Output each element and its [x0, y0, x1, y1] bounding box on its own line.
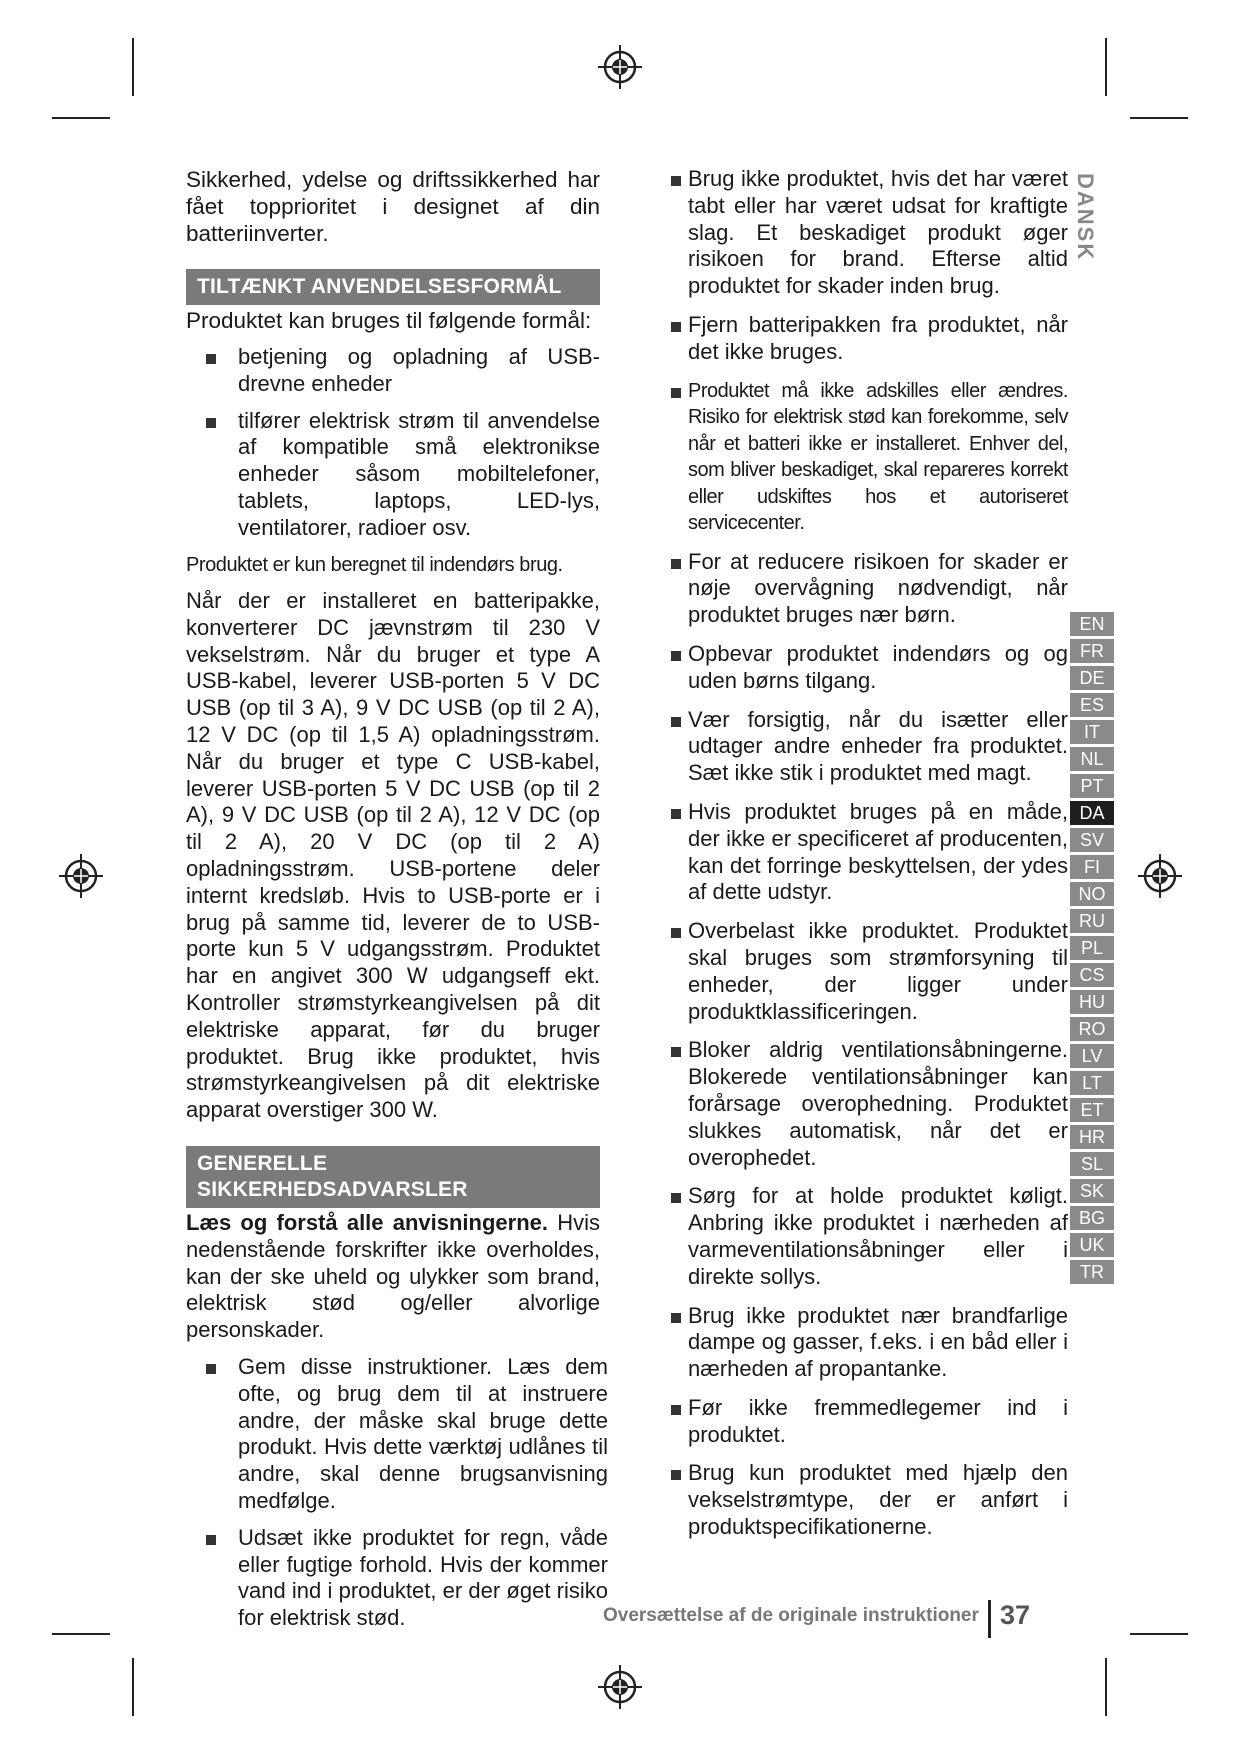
list-item: Gem disse instruktioner. Læs dem ofte, og brug dem til at instruere andre, der måske skal bruge dette produkt. Hvis dette værktøj udlånes til andre, skal denne brugsanvisning medfølge.	[186, 1354, 608, 1515]
indoor-note: Produktet er kun beregnet til indendørs brug.	[186, 553, 563, 576]
language-tab-tr: TR	[1070, 1260, 1114, 1284]
bullet-square-icon	[206, 1364, 216, 1374]
language-tab-fr: FR	[1070, 639, 1114, 663]
safety-intro: Læs og forstå alle anvisningerne. Hvis nedenstående forskrifter ikke overholdes, kan der ske uheld og ulykker som brand, elektrisk stød og/eller alvorlige personskader.	[186, 1210, 600, 1343]
bullet-square-icon	[671, 559, 681, 569]
bullet-square-icon	[671, 651, 681, 661]
bullet-square-icon	[671, 928, 681, 938]
footer-divider	[988, 1600, 991, 1638]
bullet-square-icon	[671, 809, 681, 819]
list-item: Før ikke fremmedlegemer ind i produktet.	[688, 1395, 1068, 1449]
bullet-square-icon	[206, 354, 216, 364]
list-item: Opbevar produktet indendørs og og uden børns tilgang.	[688, 641, 1068, 695]
bullet-square-icon	[671, 176, 681, 186]
list-item: Vær forsigtig, når du isætter eller udtager andre enheder fra produktet. Sæt ikke stik i produktet med magt.	[688, 707, 1068, 787]
language-tab-sl: SL	[1070, 1152, 1114, 1176]
language-tab-hr: HR	[1070, 1125, 1114, 1149]
list-item: betjening og opladning af USB-drevne enheder	[186, 344, 600, 398]
registration-mark-icon	[1137, 853, 1183, 899]
language-tab-lt: LT	[1070, 1071, 1114, 1095]
list-item: Produktet må ikke adskilles eller ændres. Risiko for elektrisk stød kan forekomme, selv når et batteri ikke er installeret. Enhver del, som bliver beskadiget, skal repareres korrekt eller udskiftes hos et autoriseret servicecenter.	[688, 378, 1068, 537]
language-tab-es: ES	[1070, 693, 1114, 717]
crop-mark	[52, 1633, 110, 1635]
list-item: Sørg for at holde produktet køligt. Anbring ikke produktet i nærheden af varmeventilationsåbninger eller i direkte sollys.	[688, 1183, 1068, 1290]
section-lead: Produktet kan bruges til følgende formål:	[186, 308, 592, 333]
language-tab-en: EN	[1070, 612, 1114, 636]
bullet-square-icon	[671, 322, 681, 332]
section-heading-safety-warnings: GENERELLE SIKKERHEDSADVARSLER	[186, 1146, 600, 1208]
language-tab-lv: LV	[1070, 1044, 1114, 1068]
list-item: Fjern batteripakken fra produktet, når det ikke bruges.	[688, 312, 1068, 366]
list-item: For at reducere risikoen for skader er nøje overvågning nødvendigt, når produktet bruges nær børn.	[688, 549, 1068, 629]
registration-mark-icon	[58, 853, 104, 899]
crop-mark	[52, 117, 110, 119]
language-tab-cs: CS	[1070, 963, 1114, 987]
crop-mark	[132, 1658, 134, 1716]
language-index	[1070, 612, 1114, 1287]
language-tab-it: IT	[1070, 720, 1114, 744]
list-item: Bloker aldrig ventilationsåbningerne. Blokerede ventilationsåbninger kan forårsage overophedning. Produktet slukkes automatisk, når det er overophedet.	[688, 1037, 1068, 1171]
language-tab-fi: FI	[1070, 855, 1114, 879]
list-item: Overbelast ikke produktet. Produktet skal bruges som strømforsyning til enheder, der ligger under produktklassificeringen.	[688, 918, 1068, 1025]
language-tab-no: NO	[1070, 882, 1114, 906]
language-tab-hu: HU	[1070, 990, 1114, 1014]
bullet-square-icon	[671, 1470, 681, 1480]
bullet-square-icon	[671, 1405, 681, 1415]
crop-mark	[1105, 38, 1107, 96]
registration-mark-icon	[597, 44, 643, 90]
language-tab-sk: SK	[1070, 1179, 1114, 1203]
bullet-square-icon	[671, 1193, 681, 1203]
crop-mark	[1130, 117, 1188, 119]
bullet-square-icon	[671, 1047, 681, 1057]
left-column	[186, 166, 608, 1632]
language-tab-da: DA	[1070, 801, 1114, 825]
bullet-square-icon	[206, 418, 216, 428]
language-tab-et: ET	[1070, 1098, 1114, 1122]
language-tab-de: DE	[1070, 666, 1114, 690]
section-heading-intended-use: TILTÆNKT ANVENDELSESFORMÅL	[186, 269, 600, 305]
language-tab-pl: PL	[1070, 936, 1114, 960]
bullet-square-icon	[206, 1535, 216, 1545]
crop-mark	[1105, 1658, 1107, 1716]
intro-paragraph: Sikkerhed, ydelse og driftssikkerhed har fået topprioritet i designet af din batteriinverter.	[186, 167, 600, 246]
language-tab-uk: UK	[1070, 1233, 1114, 1257]
language-side-tab: DANSK	[1073, 173, 1098, 262]
language-tab-nl: NL	[1070, 747, 1114, 771]
list-item: Brug ikke produktet, hvis det har været tabt eller har været udsat for kraftigte slag. Et beskadiget produkt øger risikoen for brand. Efterse altid produktet for skader inden brug.	[688, 166, 1068, 300]
page-number: 37	[1000, 1600, 1031, 1630]
list-item: Udsæt ikke produktet for regn, våde eller fugtige forhold. Hvis der kommer vand ind i produktet, er der øget risiko for elektrisk stød.	[186, 1525, 608, 1632]
list-item: Brug ikke produktet nær brandfarlige dampe og gasser, f.eks. i en båd eller i nærheden af propantanke.	[688, 1303, 1068, 1383]
footer-text: Oversættelse af de originale instruktioner	[603, 1605, 979, 1626]
language-tab-bg: BG	[1070, 1206, 1114, 1230]
bullet-square-icon	[671, 1313, 681, 1323]
bullet-square-icon	[671, 717, 681, 727]
language-tab-ru: RU	[1070, 909, 1114, 933]
crop-mark	[132, 38, 134, 96]
list-item: Brug kun produktet med hjælp den vekselstrømtype, der er anført i produktspecifikationerne.	[688, 1460, 1068, 1540]
language-tab-sv: SV	[1070, 828, 1114, 852]
list-item: Hvis produktet bruges på en måde, der ikke er specificeret af producenten, kan det forringe beskyttelsen, der ydes af dette udstyr.	[688, 799, 1068, 906]
language-tab-pt: PT	[1070, 774, 1114, 798]
registration-mark-icon	[597, 1664, 643, 1710]
bullet-square-icon	[671, 388, 681, 398]
crop-mark	[1130, 1633, 1188, 1635]
main-paragraph: Når der er installeret en batteripakke, konverterer DC jævnstrøm til 230 V vekselstrøm. Når du bruger et type A USB-kabel, leverer USB-porten 5 V DC USB (op til 3 A), 9 V DC USB (op til 2 A), 12 V DC (op til 1,5 A) opladningsstrøm. Når du bruger et type C USB-kabel, leverer USB-porten 5 V DC USB (op til 2 A), 9 V DC USB (op til 2 A), 12 V DC (op til 2 A), 20 V DC (op til 2 A) opladningsstrøm. USB-portene deler internt kredsløb. Hvis to USB-porte er i brug på samme tid, leverer de to USB-porte kun 5 V udgangsstrøm. Produktet har en angivet 300 W udgangseff ekt. Kontroller strømstyrkeangivelsen på dit elektriske apparat, før du bruger produktet. Brug ikke produktet, hvis strømstyrkeangivelsen på dit elektriske apparat overstiger 300 W.	[186, 588, 600, 1123]
list-item: tilfører elektrisk strøm til anvendelse af kompatible små elektronikse enheder såsom mobiltelefoner, tablets, laptops, LED-lys, ventilatorer, radioer osv.	[186, 408, 600, 542]
language-tab-ro: RO	[1070, 1017, 1114, 1041]
right-column	[688, 166, 1068, 1541]
